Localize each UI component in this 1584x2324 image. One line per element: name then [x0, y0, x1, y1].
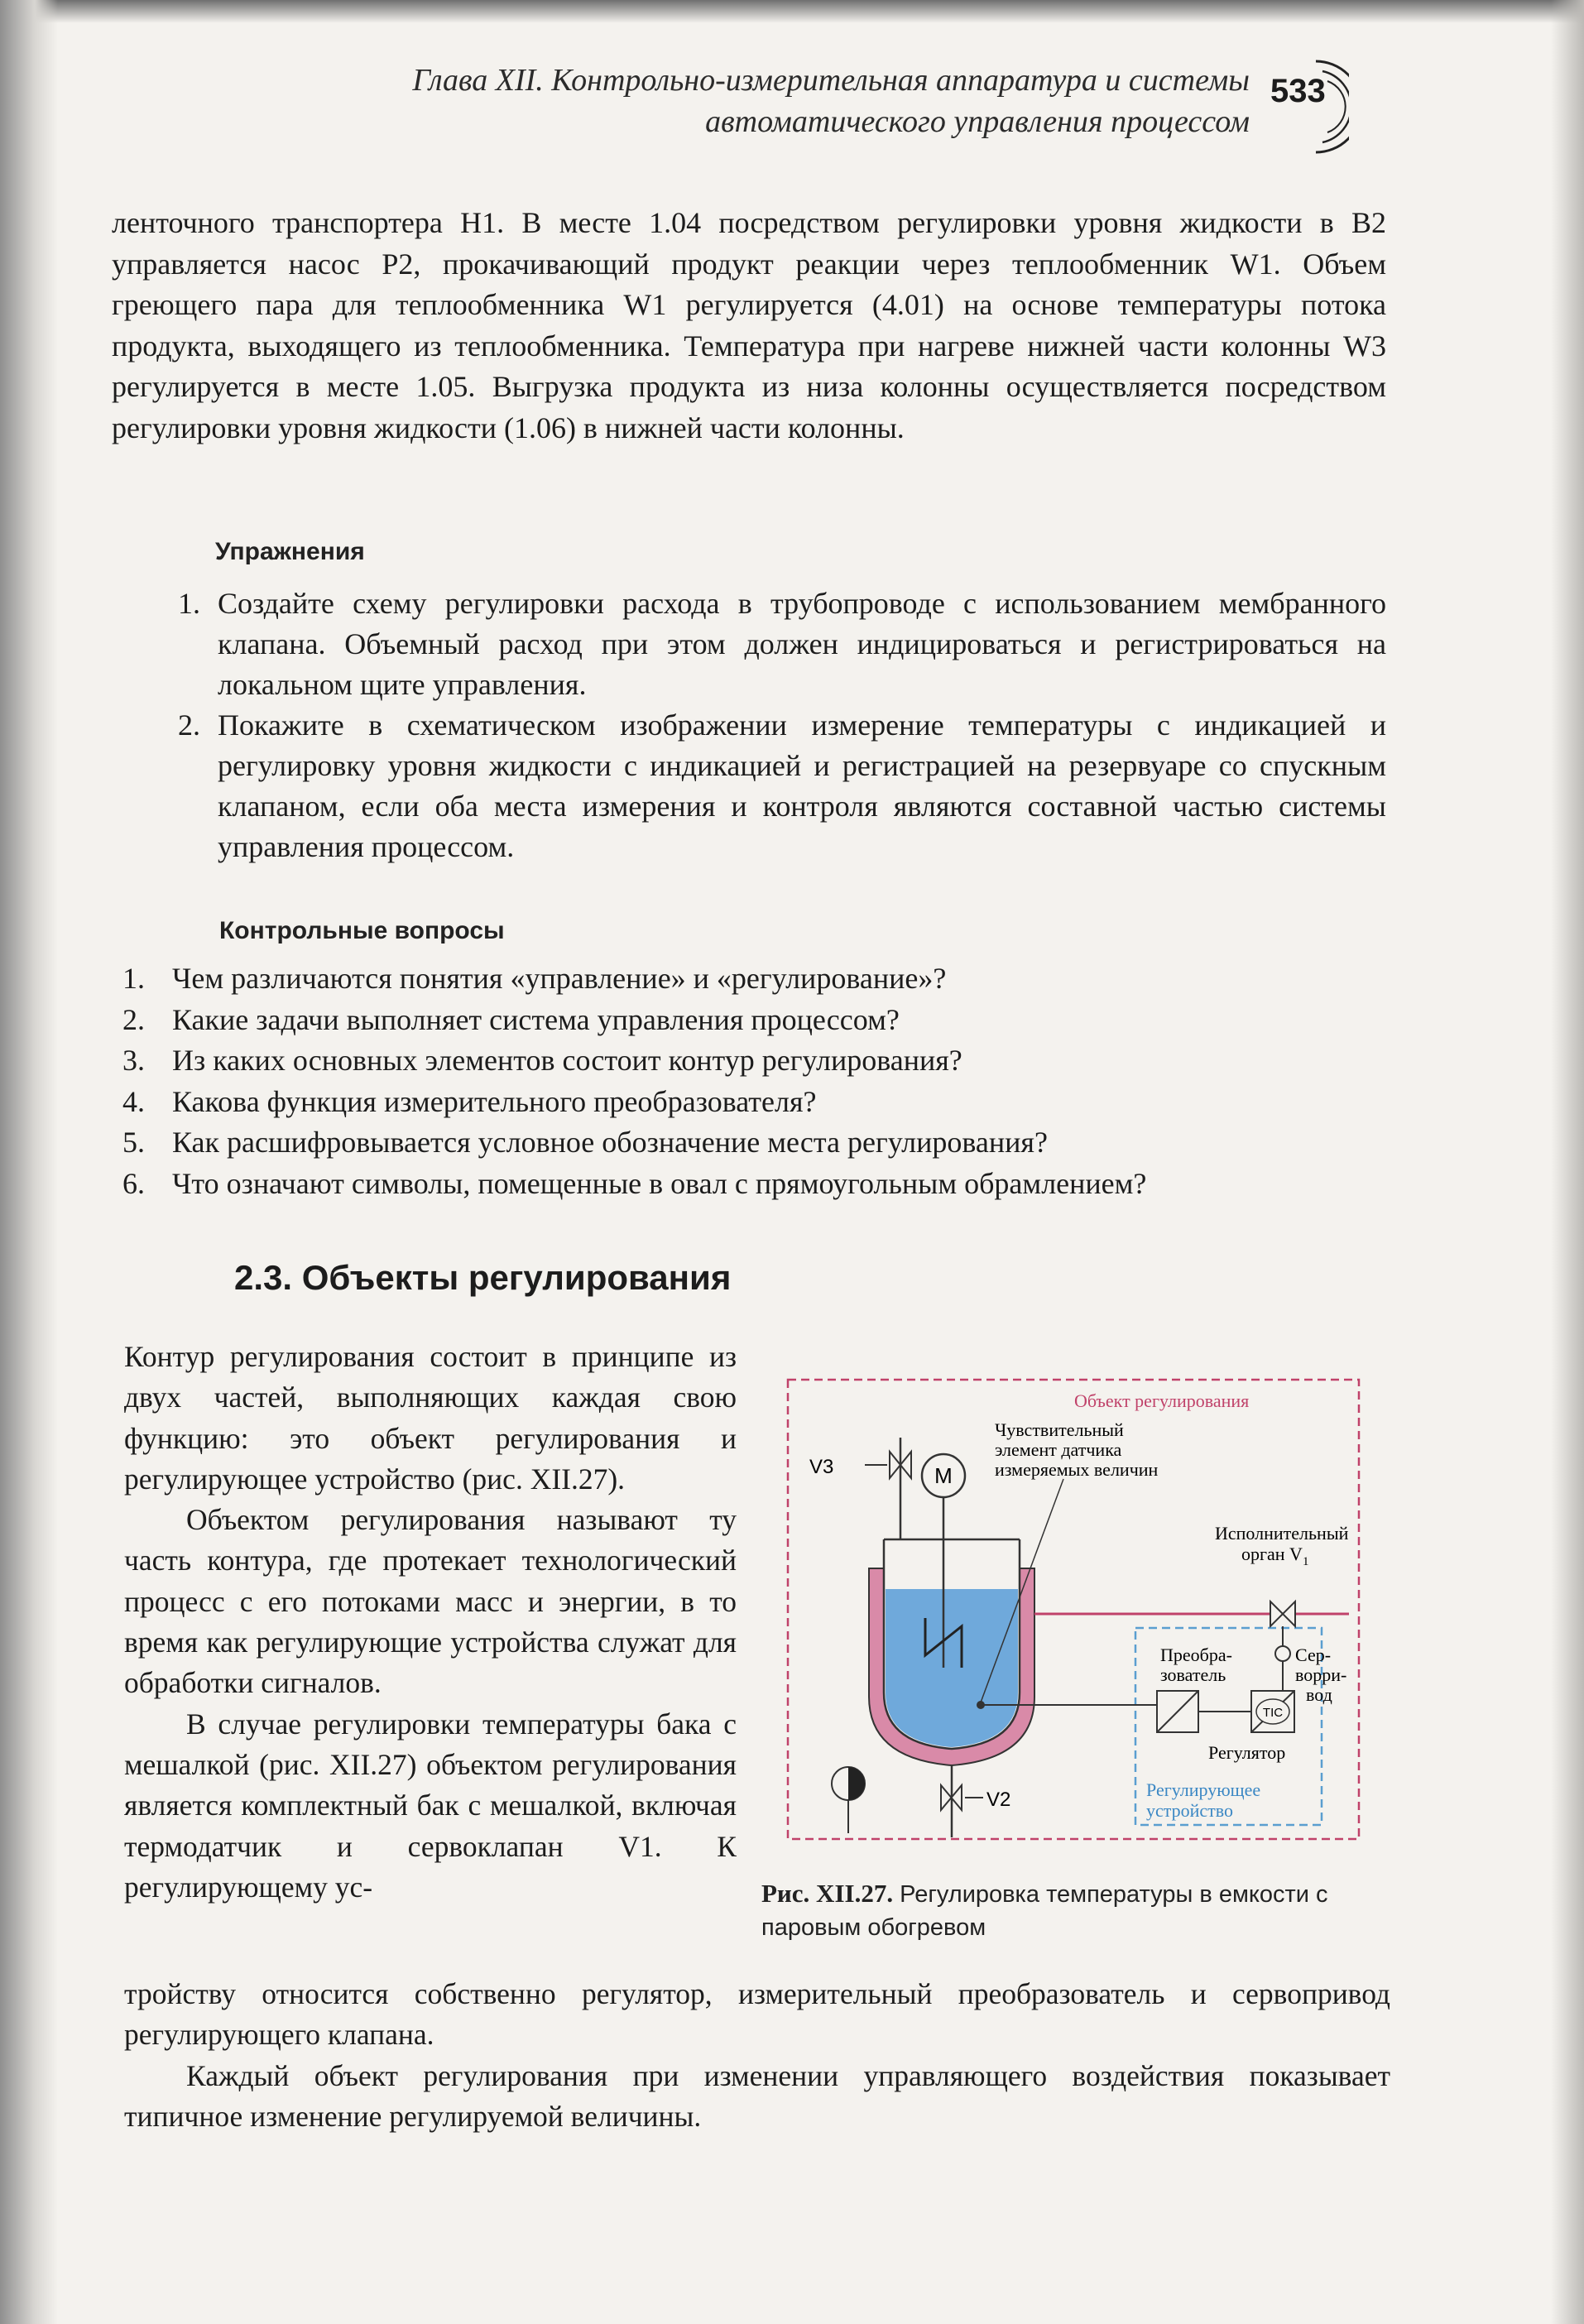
- converter-label-2: зователь: [1160, 1664, 1226, 1685]
- exercises-heading: Упражнения: [215, 538, 365, 565]
- section-wide-text: [124, 1974, 1390, 2137]
- valve-v3-label: V3: [809, 1456, 834, 1478]
- list-item: [122, 1122, 1397, 1164]
- regulator-label: Регулятор: [1208, 1742, 1286, 1763]
- section-paragraph-3-end: тройству относится собственно регулятор, измерительный преобразователь и сервопривод регулирующего клапана.: [124, 1977, 1390, 2052]
- actuator-label-2: [1241, 1544, 1308, 1568]
- section-title: 2.3. Объекты регулирования: [234, 1258, 732, 1297]
- regulator-tag: TIC: [1262, 1706, 1284, 1720]
- question-text: Из каких основных элементов состоит контур регулирования?: [172, 1044, 962, 1077]
- question-number: 2.: [122, 1002, 145, 1036]
- questions-list: [122, 958, 1397, 1204]
- header-line-1: Глава XII. Контрольно-измерительная аппаратура и системы: [412, 63, 1250, 98]
- valve-v1-icon: [1270, 1601, 1295, 1626]
- device-label-1: Регулирующее: [1146, 1779, 1261, 1800]
- section-paragraph-3-start: В случае регулировки температуры бака с мешалкой (рис. XII.27) объектом регулирования является комплектный бак с мешалкой, включая термодатчик и сервоклапан V1. К регулирующему ус-: [124, 1707, 737, 1904]
- page-number-arcs-icon: [1291, 55, 1349, 162]
- question-number: 5.: [122, 1126, 145, 1159]
- servo-icon: [1275, 1646, 1290, 1661]
- sensor-label-3: измеряемых величин: [995, 1459, 1159, 1480]
- valve-v2-label: V2: [986, 1789, 1011, 1811]
- section-left-column: [124, 1337, 737, 1908]
- question-number: 1.: [122, 962, 145, 995]
- list-item: [178, 583, 1386, 705]
- exercises-list: [178, 583, 1386, 867]
- question-text: Как расшифровывается условное обозначение места регулирования?: [172, 1126, 1048, 1159]
- question-text: Чем различаются понятия «управление» и «регулирование»?: [172, 962, 947, 995]
- page-shadow-top: [0, 0, 1584, 23]
- list-item: [122, 1082, 1397, 1123]
- exercise-number: 1.: [178, 587, 200, 620]
- converter-label-1: Преобра-: [1160, 1645, 1232, 1665]
- section-paragraph-2: Объектом регулирования называют ту часть контура, где протекает технологический процесс с его потоками масс и энергии, в то время как регулирующие устройства служат для обработки сигналов.: [124, 1503, 737, 1700]
- exercise-text: Покажите в схематическом изображении измерение температуры с индикацией и регулировку уровня жидкости с индикацией и регистрацией на резервуаре со спускным клапаном, если оба места измерения и контроля являются составной частью системы управления процессом.: [218, 708, 1386, 863]
- actuator-label-2-sub: 1: [1302, 1555, 1309, 1568]
- header-line-2: автоматического управления процессом: [705, 104, 1250, 139]
- list-item: [122, 1000, 1397, 1041]
- servo-label-1: Сер-: [1295, 1645, 1332, 1665]
- section-paragraph-1: Контур регулирования состоит в принципе из двух частей, выполняющих каждая свою функцию: это объект регулирования и регулирующее устройство (рис. XII.27).: [124, 1340, 737, 1496]
- page-number: 533: [1270, 73, 1326, 109]
- list-item: [122, 1040, 1397, 1082]
- question-text: Какова функция измерительного преобразователя?: [172, 1084, 817, 1118]
- section-paragraph-4: Каждый объект регулирования при изменении управляющего воздействия показывает типичное изменение регулируемой величины.: [124, 2058, 1390, 2133]
- device-label-2: устройство: [1146, 1800, 1234, 1821]
- running-header: [281, 60, 1250, 142]
- steam-trap-fill: [848, 1767, 865, 1800]
- list-item: [122, 958, 1397, 1000]
- tank-temperature-control-figure: [778, 1370, 1374, 1850]
- servo-label-2: воpри-: [1295, 1664, 1347, 1685]
- sensor-label-2: элемент датчика: [995, 1439, 1122, 1460]
- figure-caption: [761, 1877, 1390, 1944]
- caption-text: Регулировка температуры в емкости с паровым обогревом: [761, 1881, 1328, 1941]
- questions-heading: Контрольные вопросы: [219, 917, 505, 944]
- object-label: Объект регулирования: [1074, 1390, 1250, 1411]
- page-shadow-left: [0, 0, 58, 2324]
- actuator-label-1: Исполнительный: [1215, 1523, 1349, 1544]
- question-text: Какие задачи выполняет система управления процессом?: [172, 1002, 900, 1036]
- intro-paragraph: ленточного транспортера H1. В месте 1.04 посредством регулировки уровня жидкости в B2 управляется насос P2, прокачивающий продукт реакции через теплообменник W1. Объем греющего пара для теплообменника W1 регулируется (4.01) на основе температуры потока продукта, выходящего из теплообменника. Температура при нагреве нижней части колонны W3 регулируется в месте 1.05. Выгрузка продукта из низа колонны осуществляется посредством регулировки уровня жидкости (1.06) в нижней части колонны.: [112, 206, 1386, 444]
- exercise-number: 2.: [178, 708, 200, 742]
- question-number: 3.: [122, 1044, 145, 1077]
- vessel-liquid: [886, 1589, 1018, 1747]
- caption-label: Рис. XII.27.: [761, 1879, 894, 1908]
- page-shadow-right: [1551, 0, 1584, 2324]
- question-number: 6.: [122, 1166, 145, 1200]
- list-item: [122, 1164, 1397, 1205]
- question-text: Что означают символы, помещенные в овал с прямоугольным обрамлением?: [172, 1166, 1147, 1200]
- servo-label-3: вод: [1306, 1684, 1332, 1705]
- exercise-text: Создайте схему регулировки расхода в трубопроводе с использованием мембранного клапана. Объемный расход при этом должен индицироваться и регистрироваться на локальном щите управления.: [218, 587, 1386, 701]
- sensor-label-1: Чувствительный: [995, 1419, 1124, 1440]
- actuator-label-2-main: орган V: [1241, 1544, 1303, 1564]
- list-item: [178, 705, 1386, 867]
- motor-label: M: [934, 1463, 953, 1488]
- question-number: 4.: [122, 1084, 145, 1118]
